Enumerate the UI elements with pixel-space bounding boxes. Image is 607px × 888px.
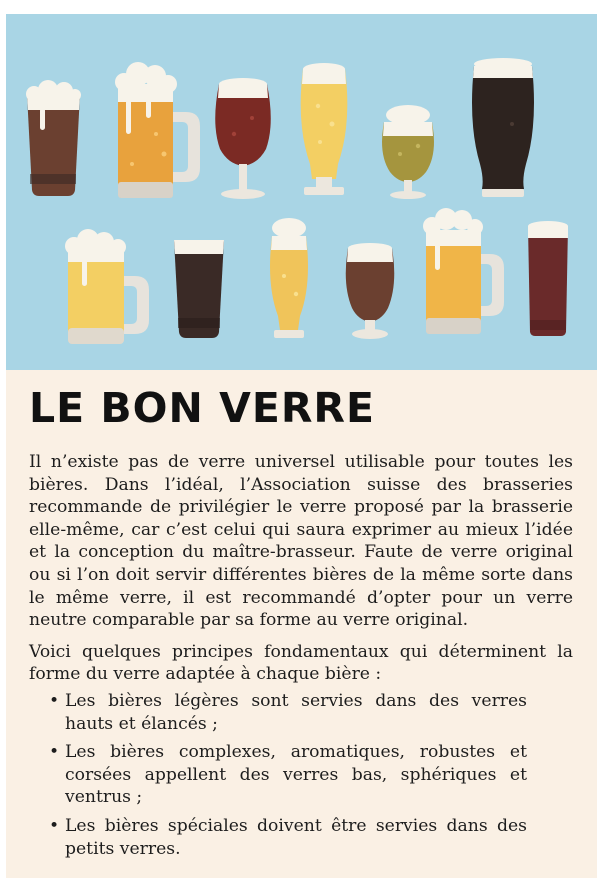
tulip-glass-icon [382, 105, 434, 199]
list-item-text: Les bières spéciales doivent être servies dans des petits verres. [65, 815, 527, 859]
article-body [29, 384, 573, 866]
list-item-text: Les bières légères sont servies dans des verres hauts et élancés ; [65, 690, 527, 734]
principles-intro: Voici quelques principes fondamentaux qui déterminent la forme du verre adaptée à chaque bière : [29, 641, 573, 685]
list-item [29, 741, 573, 809]
list-item [29, 690, 573, 735]
snifter-glass-icon [346, 243, 395, 339]
amber-mug-small-icon [423, 208, 504, 334]
beer-glass-card [6, 14, 597, 878]
list-item [29, 815, 573, 860]
principles-list [29, 690, 573, 860]
amber-mug-icon [115, 62, 200, 198]
bullet-icon: • [49, 690, 60, 711]
bullet-icon: • [49, 815, 60, 836]
bullet-icon: • [49, 742, 60, 763]
ruby-tall-glass-icon [528, 221, 568, 336]
stout-glass-icon [472, 58, 534, 197]
ruby-goblet-icon [215, 78, 271, 199]
weizen-glass-icon [270, 218, 308, 338]
intro-paragraph: Il n’existe pas de verre universel utilisable pour toutes les bières. Dans l’idéal, l’Association suisse des brasseries recommande de privilégier le verre proposé par la brasserie elle-même, car c’est celui qui saura exprimer au mieux l’idée et la conception du maître-brasseur. Faute de verre original ou si l’on doit servir différentes bières de la même sorte dans le même verre, il est recommandé d’opter pour un verre neutre comparable par sa forme au verre original. [29, 452, 573, 631]
beer-glasses-illustration [6, 14, 597, 370]
lager-mug-icon [65, 229, 149, 344]
brown-pint-glass-icon [26, 80, 81, 196]
list-item-text: Les bières complexes, aromatiques, robustes et corsées appellent des verres bas, sphériques et ventrus ; [65, 742, 527, 808]
beer-glasses-drawing [6, 14, 597, 370]
tall-lager-glass-icon [301, 63, 348, 195]
dark-pint-glass-icon [174, 240, 224, 338]
page-title: LE BON VERRE [29, 384, 375, 432]
